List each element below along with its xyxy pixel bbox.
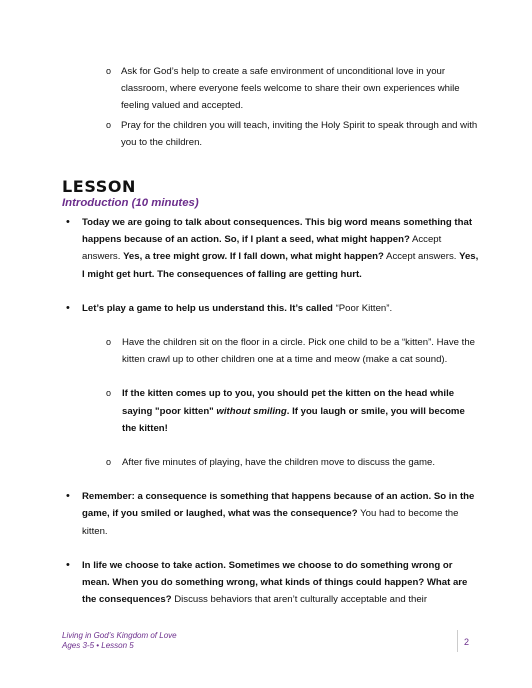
- bold-text: Remember: a consequence is something that happens because of an action. So in the game, if you smiled or laughed, what was the consequence?: [82, 491, 475, 520]
- bullet-icon: •: [66, 216, 70, 228]
- text: Accept answers.: [383, 251, 460, 263]
- hollow-bullet-icon: o: [106, 337, 112, 348]
- list-item: [62, 488, 482, 540]
- bold-text: . If you laugh or smile, you will become the kitten!: [122, 405, 465, 434]
- hollow-bullet-icon: o: [106, 119, 112, 130]
- footer-subtitle: Ages 3-5 • Lesson 5: [62, 641, 134, 650]
- bold-text: Yes, a tree might grow. If I fall down, what might happen?: [123, 251, 384, 263]
- list-item: [62, 214, 482, 283]
- hollow-bullet-icon: o: [106, 457, 112, 468]
- game-steps-list: [106, 334, 478, 471]
- text: You had to become the kitten.: [82, 508, 459, 537]
- bullet-icon: •: [66, 301, 70, 314]
- bold-text: If the kitten comes up to you, you should pet the kitten on the head while saying "poor kitten": [122, 388, 455, 417]
- list-item: [62, 557, 482, 609]
- page-footer: [62, 631, 177, 651]
- list-item: [106, 117, 478, 151]
- bullet-icon: •: [66, 558, 70, 571]
- text: Have the children sit on the floor in a circle. Pick one child to be a “kitten”. Have the kitten crawl up to other children one at a time and meow (make a cat sound).: [122, 337, 476, 366]
- text: After five minutes of playing, have the children move to discuss the game.: [122, 457, 436, 469]
- bold-italic-text: without smiling: [216, 405, 287, 417]
- list-item-text: Pray for the children you will teach, inviting the Holy Spirit to speak through and with you to the children.: [121, 119, 478, 148]
- bullet-icon: •: [66, 490, 70, 503]
- footer-title: Living in God’s Kingdom of Love: [62, 631, 177, 640]
- footer-divider: [457, 630, 458, 652]
- text: “Poor Kitten”.: [332, 302, 393, 314]
- text: Accept answers.: [82, 234, 442, 263]
- bold-text: Let’s play a game to help us understand this. It’s called: [82, 302, 333, 314]
- bold-text: In life we choose to take action. Sometimes we choose to do something wrong or mean. When you do something wrong, what kinds of things could happen? What are the consequences?: [82, 559, 468, 606]
- hollow-bullet-icon: o: [106, 388, 112, 399]
- list-item: [106, 454, 478, 471]
- lesson-bullet-list: [62, 214, 482, 608]
- bold-text: Today we are going to talk about consequences. This big word means something that happens because of an action. So, if I plant a seed, what might happen?: [82, 217, 473, 246]
- list-item-text: Ask for God’s help to create a safe environment of unconditional love in your classroom, where everyone feels welcome to share their own experiences while feeling valued and accepted.: [121, 66, 460, 112]
- list-item: [106, 334, 478, 368]
- lesson-heading: LESSON: [62, 177, 137, 196]
- bold-text: Yes, I might get hurt. The consequences of falling are getting hurt.: [82, 251, 479, 280]
- list-item: [106, 385, 478, 437]
- preparation-list: [106, 63, 478, 153]
- text: Discuss behaviors that aren’t culturally acceptable and their: [171, 594, 428, 606]
- page-number: 2: [464, 637, 470, 647]
- list-item: [62, 300, 482, 317]
- list-item: [106, 63, 478, 115]
- hollow-bullet-icon: o: [106, 66, 112, 76]
- section-subheading: Introduction (10 minutes): [62, 197, 199, 209]
